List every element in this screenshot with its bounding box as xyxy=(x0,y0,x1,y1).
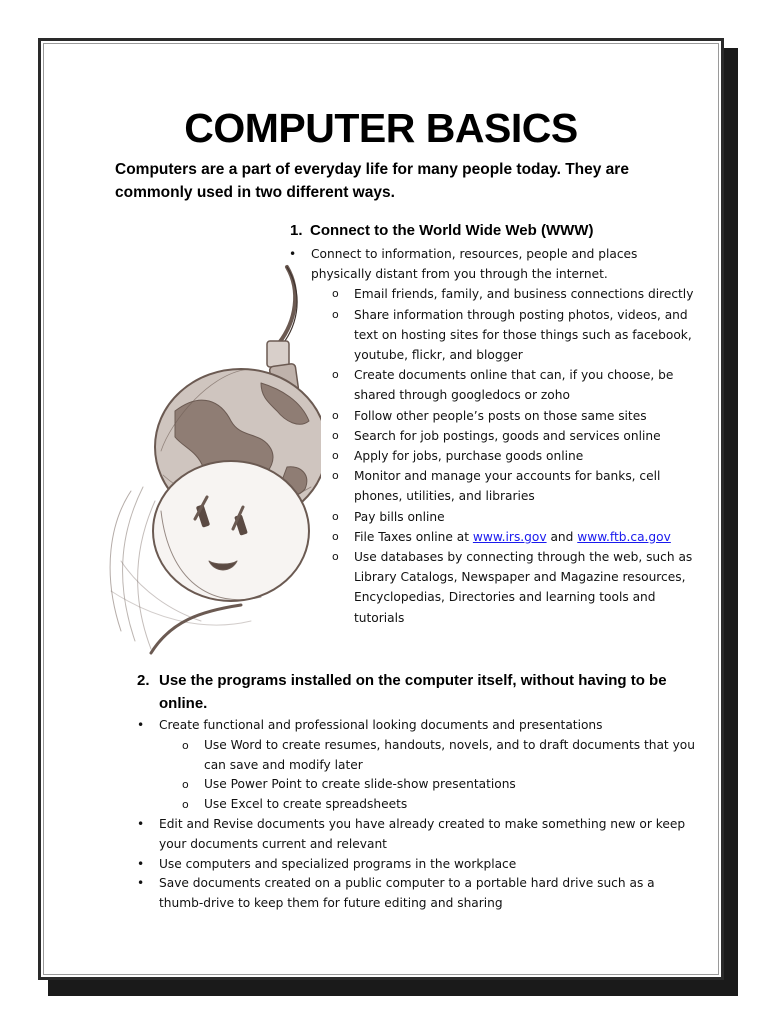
bullet-symbol: • xyxy=(137,856,145,871)
section-2-bullet-workplace xyxy=(137,855,697,875)
sub-bullet-symbol: o xyxy=(182,738,189,752)
sub-bullet-symbol: o xyxy=(332,550,339,564)
sub-item-text: Use Word to create resumes, handouts, novels, and to draft documents that you can save and modify later xyxy=(204,737,695,772)
section-1-heading xyxy=(290,222,593,239)
bullet-symbol: • xyxy=(137,718,145,732)
sub-item-powerpoint xyxy=(137,775,697,795)
sub-item-apply xyxy=(289,446,699,466)
sub-item-text: Create documents online that can, if you choose, be shared through googledocs or zoho xyxy=(354,368,674,403)
sub-item-text: Apply for jobs, purchase goods online xyxy=(354,449,584,464)
section-1-title: Connect to the World Wide Web (WWW) xyxy=(310,222,594,239)
section-2-heading xyxy=(137,669,697,715)
section-1-bullet xyxy=(289,244,699,284)
ftb-link[interactable]: www.ftb.ca.gov xyxy=(577,529,671,544)
sub-item-text: Use Power Point to create slide-show presentations xyxy=(204,777,516,792)
sub-item-text: Search for job postings, goods and services online xyxy=(354,428,661,443)
sub-bullet-symbol: o xyxy=(332,408,339,422)
sub-item-text: Share information through posting photos, videos, and text on hosting sites for those things such as facebook, youtube, flickr, and blogger xyxy=(354,307,692,363)
sub-bullet-symbol: o xyxy=(332,449,339,463)
sub-item-monitor xyxy=(289,466,699,506)
section-2-bullet-edit xyxy=(137,815,697,855)
sub-bullet-symbol: o xyxy=(182,798,189,812)
section-2-body xyxy=(137,716,697,914)
sub-item-text: Email friends, family, and business connections directly xyxy=(354,287,694,302)
file-taxes-prefix: File Taxes online at xyxy=(354,529,473,544)
section-1-bullet-text: Connect to information, resources, people and places physically distant from you through the internet. xyxy=(311,247,638,282)
document-page xyxy=(38,38,724,980)
sub-item-pay-bills xyxy=(289,507,699,527)
sub-item-email xyxy=(289,284,699,304)
sub-item-search xyxy=(289,426,699,446)
page-title: COMPUTER BASICS xyxy=(184,105,578,151)
bullet-text: Create functional and professional looking documents and presentations xyxy=(159,718,603,732)
sub-item-word xyxy=(137,736,697,776)
sub-item-text: Pay bills online xyxy=(354,509,445,524)
sub-item-share xyxy=(289,305,699,366)
sub-item-file-taxes xyxy=(289,527,699,547)
section-2-heading-item xyxy=(137,669,697,715)
file-taxes-and: and xyxy=(546,529,578,544)
section-2-number: 2. xyxy=(137,672,150,689)
sub-item-text: Follow other people’s posts on those same sites xyxy=(354,408,647,423)
sub-item-text: Use databases by connecting through the web, such as Library Catalogs, Newspaper and Magazine resources, Encyclopedias, Directories and learning tools and tutorials xyxy=(354,550,693,625)
section-1-body xyxy=(289,244,699,628)
sub-bullet-symbol: o xyxy=(332,287,339,301)
sub-item-excel xyxy=(137,795,697,815)
sub-bullet-symbol: o xyxy=(182,778,189,792)
bullet-symbol: • xyxy=(137,816,145,831)
bullet-text: Edit and Revise documents you have already created to make something new or keep your documents current and relevant xyxy=(159,816,686,851)
sub-bullet-symbol: o xyxy=(332,428,339,442)
globe-plug-illustration xyxy=(91,261,321,661)
bullet-text: Save documents created on a public computer to a portable hard drive such as a thumb-drive to keep them for future editing and sharing xyxy=(159,876,655,911)
bullet-text: Use computers and specialized programs in the workplace xyxy=(159,856,517,871)
bullet-symbol: • xyxy=(137,876,145,891)
section-2-title: Use the programs installed on the computer itself, without having to be online. xyxy=(159,672,667,712)
sub-item-text: Use Excel to create spreadsheets xyxy=(204,797,408,812)
sub-item-follow xyxy=(289,406,699,426)
section-2-bullet-save xyxy=(137,874,697,914)
section-2-bullet-create xyxy=(137,716,697,736)
sub-bullet-symbol: o xyxy=(332,307,339,321)
sub-item-databases xyxy=(289,547,699,628)
sub-bullet-symbol: o xyxy=(332,509,339,523)
sub-item-create-docs xyxy=(289,365,699,405)
sub-bullet-symbol: o xyxy=(332,529,339,543)
intro-paragraph: Computers are a part of everyday life for many people today. They are commonly used in two different ways. xyxy=(115,161,629,201)
sub-item-text: Monitor and manage your accounts for banks, cell phones, utilities, and libraries xyxy=(354,469,661,504)
sub-bullet-symbol: o xyxy=(332,469,339,483)
section-1-number: 1. xyxy=(290,222,303,239)
sub-bullet-symbol: o xyxy=(332,368,339,382)
irs-link[interactable]: www.irs.gov xyxy=(472,529,547,544)
bullet-symbol: • xyxy=(289,247,297,261)
